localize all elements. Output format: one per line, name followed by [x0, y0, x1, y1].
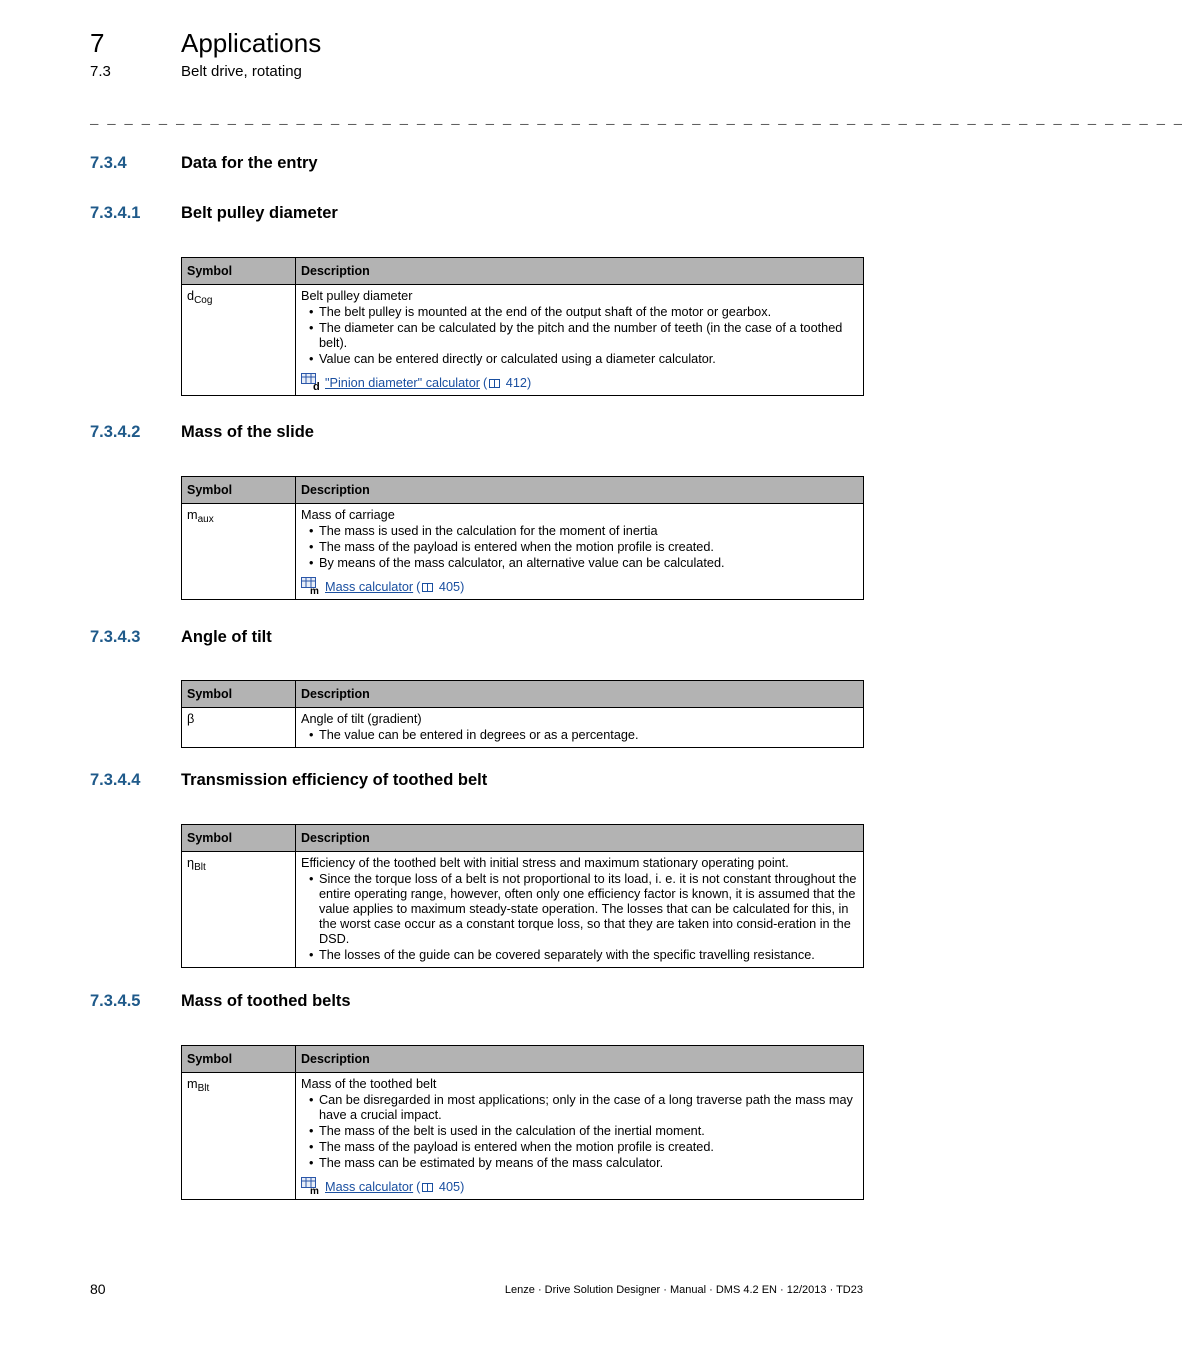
- bullet-item: • The mass can be estimated by means of the mass calculator.: [307, 1156, 859, 1171]
- bullet-item: • Since the torque loss of a belt is not proportional to its load, i. e. it is not constant throughout the entire operating range, however, often only one efficiency factor is known, it is assumed that the value applies to maximum steady-state operation. The losses that can be calculated for this, in the worst case occur as a constant torque loss, so that they are taken into consid-eration in the DSD.: [307, 872, 859, 947]
- bullet-item: • The belt pulley is mounted at the end of the output shaft of the motor or gearbox.: [307, 305, 859, 320]
- bullet-item: • The losses of the guide can be covered separately with the specific travelling resistance.: [307, 948, 859, 963]
- pinion-diameter-calculator-link[interactable]: "Pinion diameter" calculator: [325, 376, 480, 390]
- column-header-symbol: Symbol: [182, 258, 296, 285]
- column-header-symbol: Symbol: [182, 681, 296, 708]
- mass-calculator-icon[interactable]: [301, 577, 322, 595]
- description-text: Mass of carriage: [301, 508, 395, 522]
- page-number: 80: [90, 1281, 106, 1297]
- symbol-cell: [182, 1073, 296, 1200]
- header-divider: _ _ _ _ _ _ _ _ _ _ _ _ _ _ _ _ _ _ _ _ _ _ _ _ _ _ _ _ _ _ _ _ _ _ _ _ _ _ _ _ _ _ _ _ _ _ _ _ _ _ _ _ _ _ _ _ _ _ _ _ _ _ _ _: [90, 112, 1182, 128]
- subheading-title: Angle of tilt: [181, 628, 272, 646]
- symbol-cell: [182, 708, 296, 748]
- diameter-calculator-icon[interactable]: [301, 373, 322, 391]
- data-table-belt-pulley-diameter: [181, 257, 864, 396]
- bullet-item: • The mass of the belt is used in the calculation of the inertial moment.: [307, 1124, 859, 1139]
- mass-calculator-link[interactable]: Mass calculator: [325, 580, 414, 594]
- description-cell: [296, 504, 864, 600]
- bullet-item: • Value can be entered directly or calculated using a diameter calculator.: [307, 352, 859, 367]
- symbol-cell: [182, 504, 296, 600]
- column-header-description: Description: [296, 681, 864, 708]
- chapter-title: Applications: [181, 28, 322, 58]
- section-number: 7.3: [90, 63, 111, 80]
- column-header-symbol: Symbol: [182, 825, 296, 852]
- footer-text: Lenze · Drive Solution Designer · Manual · DMS 4.2 EN · 12/2013 · TD23: [504, 1284, 863, 1296]
- data-table-transmission-efficiency: [181, 824, 864, 968]
- data-table-mass-of-toothed-belts: [181, 1045, 864, 1200]
- symbol-cell: [182, 285, 296, 396]
- page-number-ref: 405: [438, 1180, 461, 1194]
- description-cell: [296, 852, 864, 968]
- book-icon: [489, 379, 500, 388]
- symbol-subscript: aux: [197, 514, 214, 525]
- svg-text:m: m: [310, 586, 319, 597]
- symbol-subscript: Blt: [194, 862, 206, 873]
- column-header-description: Description: [296, 477, 864, 504]
- page-number-ref: 405: [438, 580, 461, 594]
- mass-calculator-icon[interactable]: [301, 1177, 322, 1195]
- calculator-link-row: [301, 1175, 859, 1195]
- page-reference[interactable]: ( 405): [416, 1180, 465, 1194]
- chapter-number: 7: [90, 28, 105, 58]
- column-header-symbol: Symbol: [182, 1046, 296, 1073]
- symbol-base: η: [187, 856, 195, 870]
- description-text: Angle of tilt (gradient): [301, 712, 422, 726]
- description-text: Mass of the toothed belt: [301, 1077, 437, 1091]
- mass-calculator-link[interactable]: Mass calculator: [325, 1180, 414, 1194]
- section-title: Belt drive, rotating: [181, 63, 302, 80]
- bullet-item: • By means of the mass calculator, an alternative value can be calculated.: [307, 556, 859, 571]
- description-cell: [296, 708, 864, 748]
- subheading-number: 7.3.4.2: [90, 423, 141, 441]
- subheading-number: 7.3.4.5: [90, 992, 141, 1010]
- page-reference[interactable]: ( 405): [416, 580, 465, 594]
- bullet-item: • The diameter can be calculated by the pitch and the number of teeth (in the case of a toothed belt).: [307, 321, 859, 351]
- calculator-link-row: [301, 575, 859, 595]
- bullet-item: • The mass of the payload is entered when the motion profile is created.: [307, 540, 859, 555]
- data-table-angle-of-tilt: [181, 680, 864, 748]
- book-icon: [422, 583, 433, 592]
- symbol-base: d: [187, 289, 195, 303]
- bullet-item: • The mass of the payload is entered when the motion profile is created.: [307, 1140, 859, 1155]
- svg-text:d: d: [313, 381, 320, 393]
- page-number-ref: 412: [505, 376, 527, 390]
- subheading-number: 7.3.4.1: [90, 204, 141, 222]
- subheading-number: 7.3.4.3: [90, 628, 141, 646]
- symbol-base: m: [187, 1077, 198, 1091]
- page-reference[interactable]: ( 412): [483, 376, 532, 390]
- column-header-description: Description: [296, 258, 864, 285]
- subheading-number: 7.3.4.4: [90, 771, 141, 789]
- description-cell: [296, 285, 864, 396]
- bullet-item: • The value can be entered in degrees or as a percentage.: [307, 728, 859, 743]
- symbol-subscript: Cog: [194, 295, 213, 306]
- symbol-base: m: [187, 508, 198, 522]
- column-header-description: Description: [296, 825, 864, 852]
- subheading-title: Belt pulley diameter: [181, 204, 338, 222]
- svg-text:m: m: [310, 1186, 319, 1197]
- column-header-symbol: Symbol: [182, 477, 296, 504]
- column-header-description: Description: [296, 1046, 864, 1073]
- calculator-link-row: [301, 371, 859, 391]
- data-table-mass-of-slide: [181, 476, 864, 600]
- bullet-item: • Can be disregarded in most applications; only in the case of a long traverse path the mass may have a crucial impact.: [307, 1093, 859, 1123]
- book-icon: [422, 1183, 433, 1192]
- symbol-cell: [182, 852, 296, 968]
- heading-title: Data for the entry: [181, 154, 318, 172]
- bullet-item: • The mass is used in the calculation for the moment of inertia: [307, 524, 859, 539]
- heading-number: 7.3.4: [90, 154, 127, 172]
- symbol-subscript: Blt: [197, 1083, 210, 1094]
- subheading-title: Mass of the slide: [181, 423, 314, 441]
- subheading-title: Transmission efficiency of toothed belt: [181, 771, 488, 789]
- description-cell: [296, 1073, 864, 1200]
- description-text: Belt pulley diameter: [301, 289, 413, 303]
- subheading-title: Mass of toothed belts: [181, 992, 351, 1010]
- description-text: Efficiency of the toothed belt with initial stress and maximum stationary operating point.: [301, 856, 789, 870]
- symbol-base: β: [187, 712, 195, 726]
